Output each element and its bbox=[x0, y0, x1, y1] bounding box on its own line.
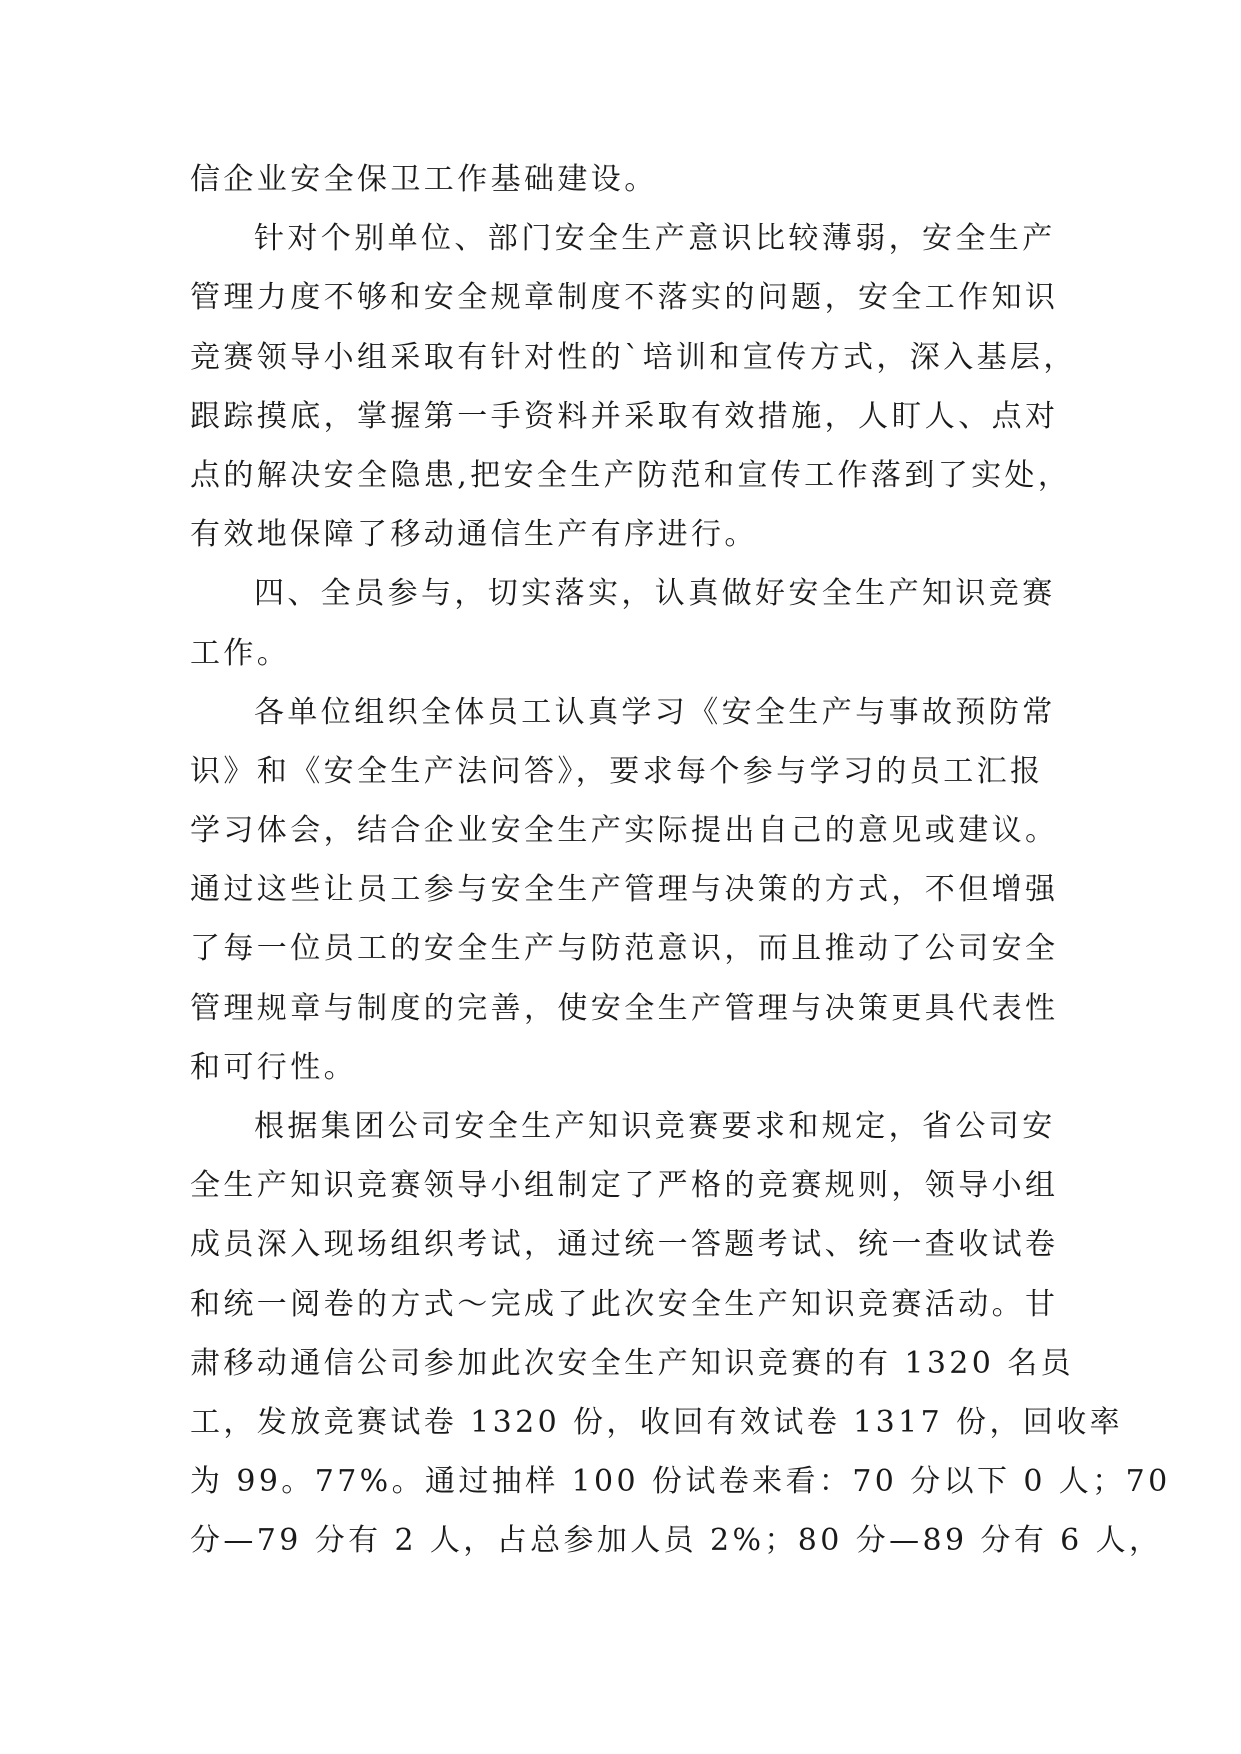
text-line: 管理力度不够和安全规章制度不落实的问题，安全工作知识 bbox=[190, 280, 1059, 316]
text-line: 和可行性。 bbox=[190, 1049, 357, 1085]
text-line: 为 99。77%。通过抽样 100 份试卷来看：70 分以下 0 人；70 bbox=[190, 1464, 1171, 1500]
section-heading: 四、全员参与，切实落实，认真做好安全生产知识竞赛 bbox=[254, 576, 1056, 612]
paragraph-first-line: 各单位组织全体员工认真学习《安全生产与事故预防常 bbox=[254, 694, 1056, 730]
text-line: 全生产知识竞赛领导小组制定了严格的竞赛规则，领导小组 bbox=[190, 1168, 1059, 1204]
text-line: 学习体会，结合企业安全生产实际提出自己的意见或建议。 bbox=[190, 813, 1059, 849]
text-line: 有效地保障了移动通信生产有序进行。 bbox=[190, 517, 758, 553]
text-line: 了每一位员工的安全生产与防范意识，而且推动了公司安全 bbox=[190, 931, 1059, 967]
text-line: 信企业安全保卫工作基础建设。 bbox=[190, 162, 658, 197]
text-line: 管理规章与制度的完善，使安全生产管理与决策更具代表性 bbox=[190, 990, 1059, 1026]
text-line: 肃移动通信公司参加此次安全生产知识竞赛的有 1320 名员 bbox=[190, 1345, 1075, 1381]
paragraph-first-line: 针对个别单位、部门安全生产意识比较薄弱，安全生产 bbox=[254, 221, 1056, 257]
text-line: 点的解决安全隐患,把安全生产防范和宣传工作落到了实处， bbox=[190, 457, 1072, 493]
text-line: 跟踪摸底，掌握第一手资料并采取有效措施，人盯人、点对 bbox=[190, 398, 1059, 434]
text-line: 和统一阅卷的方式～完成了此次安全生产知识竞赛活动。甘 bbox=[190, 1286, 1059, 1322]
text-line: 成员深入现场组织考试，通过统一答题考试、统一查收试卷 bbox=[190, 1227, 1059, 1263]
text-line: 识》和《安全生产法问答》，要求每个参与学习的员工汇报 bbox=[190, 753, 1044, 789]
text-line: 通过这些让员工参与安全生产管理与决策的方式，不但增强 bbox=[190, 872, 1059, 908]
text-line: 分—79 分有 2 人，占总参加人员 2%；80 分—89 分有 6 人， bbox=[190, 1523, 1163, 1559]
section-heading-continuation: 工作。 bbox=[190, 635, 291, 671]
body-text bbox=[190, 150, 1171, 1571]
paragraph-first-line: 根据集团公司安全生产知识竞赛要求和规定，省公司安 bbox=[254, 1109, 1056, 1144]
text-line: 工，发放竞赛试卷 1320 份，收回有效试卷 1317 份，回收率 bbox=[190, 1404, 1124, 1440]
text-line: 竞赛领导小组采取有针对性的`培训和宣传方式，深入基层， bbox=[190, 339, 1077, 375]
